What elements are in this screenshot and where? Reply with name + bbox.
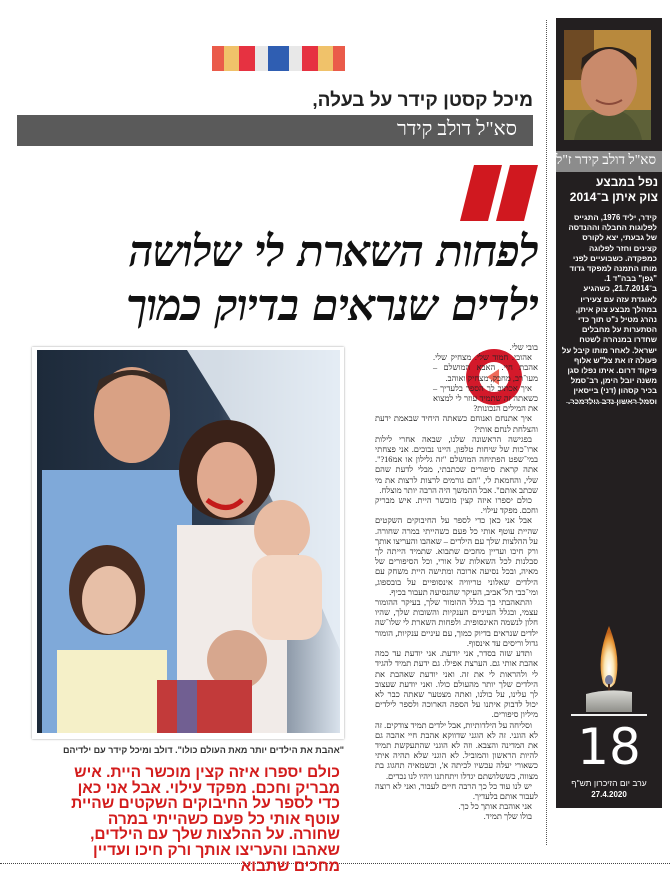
body-paragraph: אהובי. חמוד שלי. מצחיק שלי. אהבת חיי. האבא המושלם – מעו־רב, מחבק, מצחיק ואוהב. bbox=[433, 353, 538, 383]
subject-name: סא"ל דולב קידר bbox=[396, 118, 517, 140]
ribbon-stripe bbox=[302, 46, 318, 71]
byline bbox=[312, 90, 533, 112]
body-paragraph: איך אכתוב לך הספר בלעדיך – כשאתה זה שתמיד עוזר לי למצוא את המילים הנכונות? bbox=[433, 383, 538, 414]
sidebar-divider bbox=[566, 402, 652, 403]
candle-icon bbox=[556, 608, 662, 718]
biography: קידר, יליד 1976, התגייס לפלוגות החבלה וההנדסה של גבעתי, יצא לקורס קצינים וחזר לפלוגה כמפקדה. כשבועיים לפני מותו התמנה למפקד גדוד "גפן" בבה"ד 1. ב־21.7.2014, כשהגיע לאוגדת עזה עם צעיריו במהלך מבצע צוק איתן, נהרג מטיל נ"ט תוך כדי הסתערות על מחבלים שחדרו במנהרה לשטח ישראל. לאחר מותו קיבל על פעולה זו את צל"ש אלוף פיקוד דרום. איתו נפלו סגן משנה יובל הימן, רב־סמל בכיר קסהון (דני) בייסאין וסמל ראשון נדב גולדמכר. bbox=[561, 213, 657, 406]
ribbon-stripe bbox=[318, 46, 333, 71]
body-paragraph: כולם יספרו איזה קצין מוכשר היית. איש מבריק וחכם. מפקד עילוי. bbox=[375, 496, 538, 516]
byline-rest: על בעלה, bbox=[312, 90, 398, 111]
family-photo-illustration bbox=[37, 350, 340, 733]
portrait-illustration bbox=[564, 30, 651, 140]
photo-caption: "אהבת את הילדים יותר מאת העולם כולו". דולב ומיכל קידר עם ילדיהם bbox=[62, 745, 344, 755]
occasion-label: ערב יום הזיכרון תש"ף bbox=[571, 778, 647, 788]
body-paragraph: אני אוהבת אותך כל כך. bbox=[458, 802, 532, 812]
fallen-soldier-name-text: סא"ל דולב קידר ז"ל bbox=[556, 152, 656, 167]
quote-mark-stroke-left bbox=[460, 165, 502, 221]
body-paragraph: אבל אני כאן כדי לספר על החיבוקים השקטים שהיית עוטף אותי כל פעם כשהייתי במרה שחורה. על ההלצות שלך עם הילדים – שאהבו והעריצו אותך ורק חיכו ועדיין מחכים שתבוא. שתמיד הייתה לך סבלנות לכל השאלות של אורי, וכל הסיפורים של מאיה, ובכל נסיעה ארוכה ומתישה היית משחק עם הילדים שאלוני טריוויה אינסופיים על בובספוג, ומי־כבי תל־אביב, העיקר שהנסיעה תעבור בכיף. bbox=[375, 516, 538, 597]
page-number: 18 bbox=[577, 718, 641, 776]
fell-line-1: נפל במבצע bbox=[596, 175, 658, 189]
body-paragraph: וסליחה על הילדותיות, אבל ילדים תמיד צודקים. זה לא הוגני. זה לא הוגני שדווקא אהבת חיי אהבה גם את המדינה והצבא. וזה לא הוגני שהתעקשת תמיד להיות הראשון והמוביל. לא הוגני שלא תהיה איתי כשאורי יעלה עכשיו לכיתה א', וכשמאיה תחגוג בת מצווה, כששלושתם יגדלו ויתחתנו ויהיו לנו נכדים. bbox=[375, 720, 538, 781]
ribbon-stripe bbox=[224, 46, 239, 71]
ribbon-stripe bbox=[255, 46, 268, 71]
fell-in-operation bbox=[560, 175, 658, 205]
byline-author: מיכל קסטן קידר bbox=[397, 90, 533, 111]
military-ribbon bbox=[212, 46, 345, 71]
body-paragraph: בובי שלי. bbox=[509, 343, 538, 352]
ribbon-stripe bbox=[268, 46, 289, 71]
pull-quote: כולם יספרו איזה קצין מוכשר היית. איש מבריק וחכם. מפקד עילוי. אבל אני כאן כדי לספר על החיבוקים השקטים שהיית עוטף אותי כל פעם כשהייתי במרה שחורה. על ההלצות שלך עם הילדים, שאהבו והעריצו אותך ורק חיכו ועדיין מחכים שתבוא bbox=[71, 764, 340, 875]
ribbon-stripe bbox=[333, 46, 345, 71]
memorial-sidebar bbox=[556, 18, 662, 861]
marker-space bbox=[375, 343, 433, 413]
body-paragraph: בולו שלך תמיד. bbox=[483, 812, 532, 822]
issue-date: 27.4.2020 bbox=[591, 790, 627, 799]
headline bbox=[30, 225, 538, 333]
headline-line-2: ילדים שנראים בדיוק כמוך bbox=[126, 281, 538, 331]
fell-line-2: צוק איתן ב־2014 bbox=[569, 190, 658, 204]
body-paragraph: בפגישה הראשונה שלנו, שבאה אחרי לילות ארו־כות של שיחות טלפון, היינו נבוכים. אני פצחתי במי־שפט הפתיחה המושלם "זה גלילון או אמ16?". אתה קראת סיפורים שכתבתי, מבלי לדעת שהם שלי, והחמאת לי, "הם גורמים לרצות לרצות את מי שכתב אותם". אבל ההמשך היה הרבה יותר מוצלח. bbox=[375, 434, 538, 495]
ribbon-stripe bbox=[212, 46, 224, 71]
portrait-photo bbox=[564, 30, 651, 140]
body-paragraph: והתאהבתי בך בגלל ההומור שלך, בעיקר ההומור עצמי, ובגלל העיניים הענקיות והשובות שלך, שהיו חלון לנשמה האינסופית. ולפחות השארת לי שלו־שה ילדים שנראים בדיוק כמוך, עם עיניים ענקיות, הומור גדול וריסים עד אינסוף. bbox=[375, 598, 538, 648]
fallen-soldier-name bbox=[556, 151, 662, 172]
column-divider bbox=[546, 20, 547, 845]
ribbon-stripe bbox=[289, 46, 302, 71]
memorial-panel bbox=[556, 18, 662, 608]
quote-mark-stroke-right bbox=[496, 165, 538, 221]
article-body bbox=[375, 343, 538, 823]
body-paragraph: ותדע שזה בסדר, אני יודעת. אני יודעת עד כמה אהבת אותי גם. הערצת אפילו. גם ידעת תמיד להגיד לי ולהראות לי את זה. ואני יודעת שאהבת את הילדים שלך יותר מהעולם כולו. ואני יודעת שעצוב לך עלינו, על כולנו, ואתה מצטער שאתה כבר לא יכול לדבוק איתנו על הספה הארוכה ולספר לילדים מיליון סיפורים. bbox=[375, 649, 538, 720]
headline-line-1: לפחות השארת לי שלושה bbox=[128, 227, 538, 277]
family-photo bbox=[37, 350, 340, 733]
memorial-candle-panel bbox=[556, 608, 662, 808]
body-paragraph: איך אתנחם ואנוחם כשאתה היחיד שבאמת ידעת והצלחת לנחם אותי? bbox=[375, 414, 538, 434]
quote-mark-icon bbox=[430, 165, 540, 225]
ribbon-stripe bbox=[239, 46, 255, 71]
subject-bar bbox=[17, 115, 533, 146]
body-paragraph: יש לנו עוד כל כך הרבה חיים לעבור, ואני לא רוצה לעבור אותם בלעדיך. bbox=[375, 781, 538, 801]
